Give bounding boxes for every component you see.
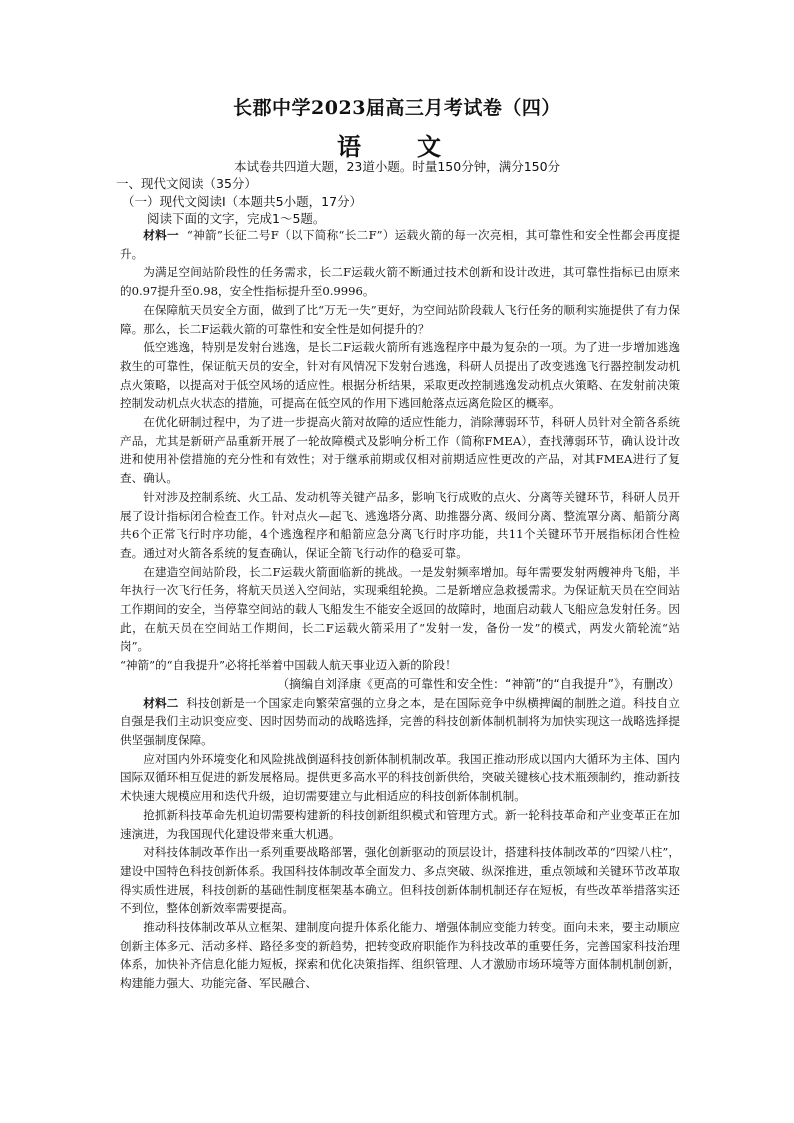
material1-closing: “神箭”的“自我提升”必将托举着中国载人航天事业迈入新的阶段！ <box>120 658 457 673</box>
material1-para-3: 在保障航天员安全方面，做到了比“万无一失”更好，为空间站阶段载人飞行任务的顺利实施提供了有力保障。那么，长二F运载火箭的可靠性和安全性是如何提升的？ <box>120 302 680 336</box>
sub-section-heading: （一）现代文阅读Ⅰ（本题共5小题，17分） <box>122 194 363 209</box>
material1-para-5: 在优化研制过程中，为了进一步提高火箭对故障的适应性能力，消除薄弱环节，科研人员针对全箭各系统产品，尤其是新研产品重新开展了一轮故障模式及影响分析工作（简称FMEA），查找薄弱环节，确认设计改进和使用补偿措施的充分性和有效性；对于继承前期或仅相对前期适应性更改的产品，对其FMEA进行了复查、确认。 <box>120 415 680 486</box>
exam-title: 长郡中学2023届高三月考试卷（四） <box>233 97 561 119</box>
material2-para-5: 推动科技体制改革从立框架、建制度向提升体系化能力、增强体制应变能力转变。面向未来，要主动顺应创新主体多元、活动多样、路径多变的新趋势，把转变政府职能作为科技改革的重要任务，完善国家科技治理体系，加快补齐信息化能力短板，探索和优化决策指挥、组织管理、人才激励市场环境等方面体制机制创新，构建能力强大、功能完备、军民融合、 <box>120 920 680 991</box>
material1-para-2: 为满足空间站阶段性的任务需求，长二F运载火箭不断通过技术创新和设计改进，其可靠性指标已由原来的0.97提升至0.98，安全性指标提升至0.9996。 <box>120 265 680 299</box>
material1-para-7: 在建造空间站阶段，长二F运载火箭面临新的挑战。一是发射频率增加。每年需要发射两艘神舟飞船，半年执行一次飞行任务，将航天员送入空间站，实现乘组轮换。二是新增应急救援需求。为保证航天员在空间站工作期间的安全，当停靠空间站的载人飞船发生不能安全返回的故障时，地面启动载人飞船应急发射任务。因此，在航天员在空间站工作期间，长二F运载火箭采用了“发射一发，备份一发”的模式，两发火箭轮流“站岗”。 <box>120 564 680 654</box>
material1-para-6: 针对涉及控制系统、火工品、发动机等关键产品多，影响飞行成败的点火、分离等关键环节，科研人员开展了设计指标闭合检查工作。针对点火—起飞、逃逸塔分离、助推器分离、级间分离、整流罩分离、船箭分离共6个正常飞行时序功能，4个逃逸程序和船箭应急分离飞行时序功能，共11个关键环节开展指标闭合性检查。通过对火箭各系统的复查确认，保证全箭飞行动作的稳妥可靠。 <box>120 489 680 560</box>
passage <box>120 226 680 993</box>
material2-para-4: 对科技体制改革作出一系列重要战略部署，强化创新驱动的顶层设计，搭建科技体制改革的“四梁八柱”，建设中国特色科技创新体系。我国科技体制改革全面发力、多点突破、纵深推进，重点领域和关键环节改革取得实质性进展，科技创新的基础性制度框架基本确立。但科技创新体制机制还存在短板，有些改革举措落实还不到位，整体创新效率需要提高。 <box>120 845 680 916</box>
material1-para-4: 低空逃逸，特别是发射台逃逸，是长二F运载火箭所有逃逸程序中最为复杂的一项。为了进一步增加逃逸救生的可靠性，保证航天员的安全，针对有风情况下发射台逃逸，科研人员提出了改变逃逸飞行器控制发动机点火策略，以提高对于低空风场的适应性。根据分析结果，采取更改控制逃逸发动机点火策略、在发射前决策控制发动机点火状态的措施，可提高在低空风的作用下逃回舱落点远离危险区的概率。 <box>120 340 680 411</box>
material2-para-3: 抢抓新科技革命先机迫切需要构建新的科技创新组织模式和管理方式。新一轮科技革命和产业变革正在加速演进，为我国现代化建设带来重大机遇。 <box>120 807 680 841</box>
material2-para-2: 应对国内外环境变化和风险挑战倒逼科技创新体制机制改革。我国正推动形成以国内大循环为主体、国内国际双循环相互促进的新发展格局。提供更多高水平的科技创新供给，突破关键核心技术瓶颈制约，推动新技术快速大规模应用和迭代升级，迫切需要建立与此相适应的科技创新体制机制。 <box>120 751 680 804</box>
subject-title: 语 文 <box>337 132 457 161</box>
section-heading: 一、现代文阅读（35分） <box>116 176 257 191</box>
material2-label: 材料二 <box>143 695 179 710</box>
material2-para-1: 材料二 科技创新是一个国家走向繁荣富强的立身之本，是在国际竞争中纵横捭阖的制胜之道。科技自立自强是我们主动识变应变、因时因势而动的战略选择，完善的科技创新体制机制将为加快实现这一战略选择提供坚强制度保障。 <box>120 695 680 747</box>
material1-source: （摘编自刘泽康《更高的可靠性和安全性：“神箭”的“自我提升”》，有删改） <box>277 676 680 691</box>
reading-instruction: 阅读下面的文字，完成1～5题。 <box>147 211 326 226</box>
exam-info: 本试卷共四道大题，23道小题。时量150分钟，满分150分 <box>233 159 561 174</box>
material1-label: 材料一 <box>143 228 179 242</box>
material1-para-1: 材料一 “神箭”长征二号F（以下简称“长二F”）运载火箭的每一次亮相，其可靠性和安全性都会再度提升。 <box>120 228 680 261</box>
